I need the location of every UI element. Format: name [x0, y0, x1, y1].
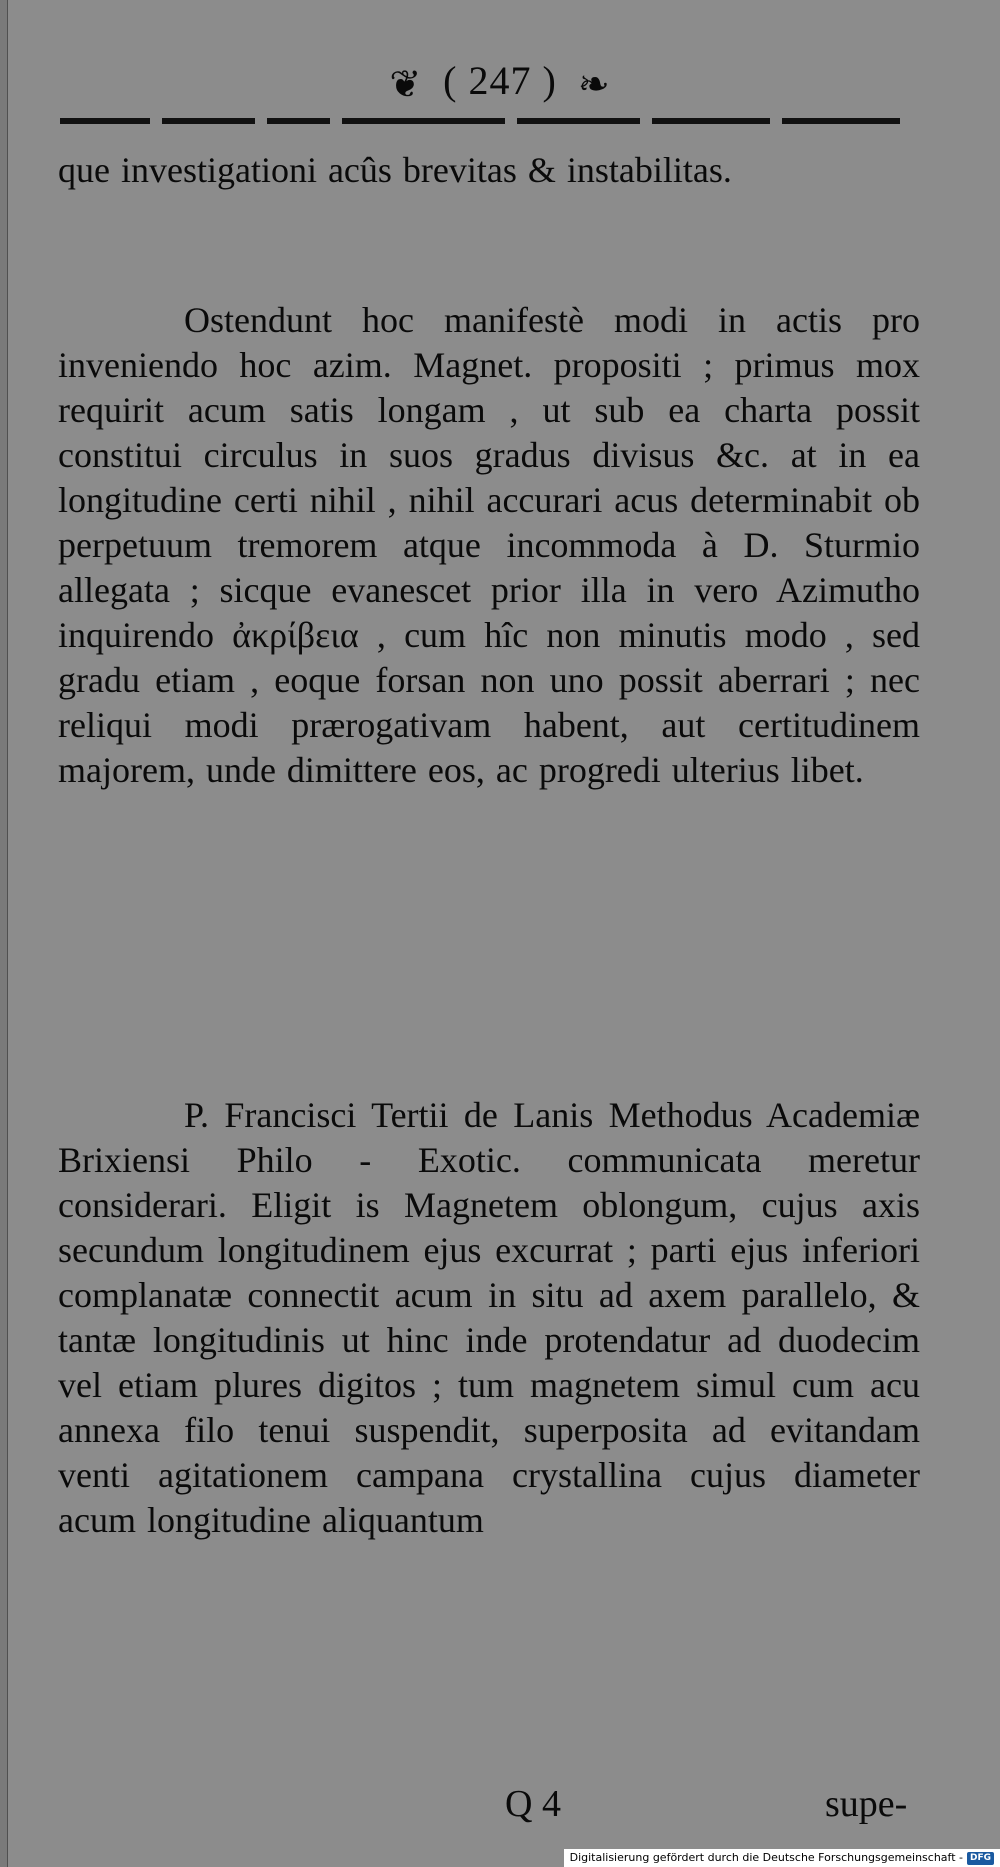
- ornament-left-icon: ❦: [389, 63, 423, 106]
- footer-text: Digitalisierung gefördert durch die Deutsche Forschungsgemeinschaft -: [569, 1851, 963, 1864]
- page-header: [0, 56, 1000, 110]
- page-edge: [0, 0, 8, 1867]
- rule-gap: [505, 116, 517, 126]
- paragraph: P. Francisci Tertii de Lanis Methodus Academiæ Brixiensi Philo - Exotic. communicata meretur considerari. Eligit is Magnetem oblongum, cujus axis secundum longitudinem ejus excurrat ; parti ejus inferiori complanatæ connectit acum in situ ad axem parallelo, & tantæ longitudinis ut hinc inde protendatur ad duodecim vel etiam plures digitos ; tum magnetem simul cum acu annexa filo tenui suspendit, superposita ad evitandam venti agitationem campana crystallina cujus diameter acum longitudine aliquantum: [58, 1095, 920, 1540]
- paragraph: Ostendunt hoc manifestè modi in actis pro inveniendo hoc azim. Magnet. propositi ; primus mox requirit acum satis longam , ut sub ea charta possit constitui circulus in suos gradus divisus &c. at in ea longitudine certi nihil , nihil accurari acus determinabit ob perpetuum tremorem atque incommoda à D. Sturmio allegata ; sicque evanescet prior illa in vero Azimutho inquirendo ἀκρίβεια , cum hîc non minutis modo , sed gradu etiam , eoque forsan non uno possit aberrari ; nec reliqui modi prærogativam habent, aut certitudinem majorem, unde dimittere eos, ac progredi ulterius libet.: [58, 300, 920, 790]
- dfg-logo-icon: DFG: [967, 1852, 994, 1865]
- page-number: ( 247 ): [443, 58, 557, 103]
- rule-gap: [640, 116, 652, 126]
- digitization-footer: [564, 1849, 1000, 1867]
- signature-mark: Q 4: [505, 1783, 561, 1825]
- paragraph-continued: que investigationi acûs brevitas & instabilitas.: [58, 150, 732, 190]
- rule-gap: [330, 116, 342, 126]
- catchline: [0, 1782, 1000, 1828]
- catchword: supe-: [825, 1783, 908, 1825]
- rule-gap: [255, 116, 267, 126]
- rule-gap: [150, 116, 162, 126]
- ornament-right-icon: ❧: [577, 63, 611, 106]
- rule-gap: [770, 116, 782, 126]
